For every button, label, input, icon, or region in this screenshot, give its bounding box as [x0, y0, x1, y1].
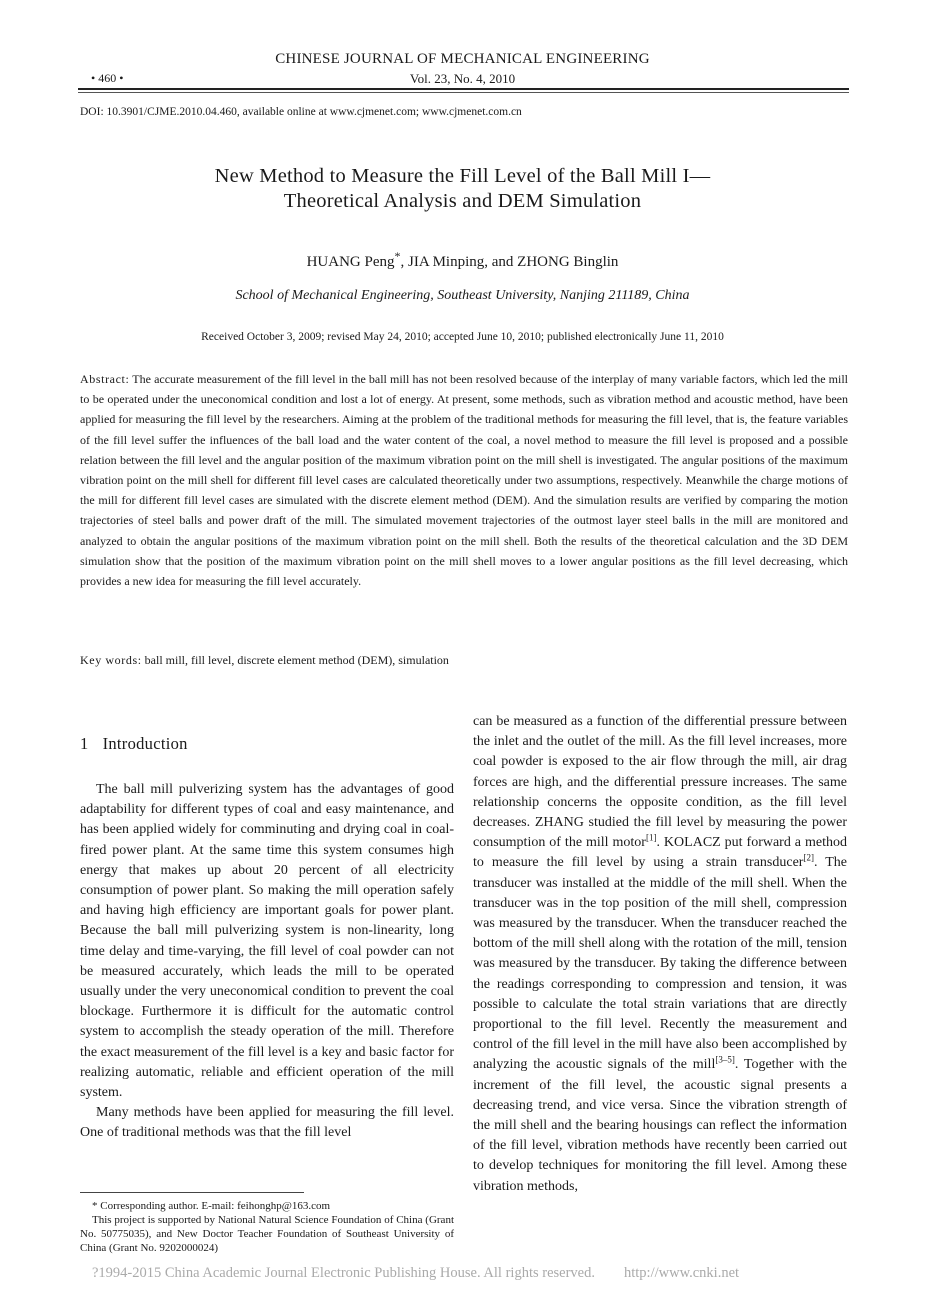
left-column [80, 780, 454, 1144]
right-column [473, 712, 847, 1197]
title-line-1: New Method to Measure the Fill Level of the Ball Mill I— [214, 165, 711, 187]
footnotes [80, 1199, 454, 1255]
page-number: • 460 • [91, 71, 124, 85]
keywords-text: ball mill, fill level, discrete element method (DEM), simulation [144, 653, 449, 667]
keywords [80, 653, 449, 668]
title-line-2: Theoretical Analysis and DEM Simulation [283, 190, 642, 212]
volume-info: Vol. 23, No. 4, 2010 [409, 71, 516, 86]
affiliation: School of Mechanical Engineering, Southeast University, Nanjing 211189, China [235, 288, 690, 303]
footnote-rule [80, 1192, 304, 1193]
author-first: HUANG Peng [306, 254, 395, 270]
text-run: . Together with the increment of the fill level, the acoustic signal presents a decreasing trend, and vice versa. Since the vibration strength of the mill shell and the bearing housings can reflect the information of the fill level, vibration methods have recently been carried out to develop techniques for monitoring the fill level. Among these vibration methods, [473, 1057, 848, 1194]
received-dates: Received October 3, 2009; revised May 24, 2010; accepted June 10, 2010; published electronically June 11, 2010 [201, 331, 724, 343]
corresponding-mark: * [394, 249, 401, 263]
watermark-link[interactable]: http://www.cnki.net [624, 1265, 740, 1281]
paragraph [473, 712, 847, 1197]
text-run: . KOLACZ put forward a method to measure the fill level by using a strain transducer [473, 835, 847, 871]
citation-ref: [1] [645, 832, 657, 843]
watermark-copyright: ?1994-2015 China Academic Journal Electronic Publishing House. All rights reserved. [92, 1265, 595, 1281]
footnote-corresponding: * Corresponding author. E-mail: feihonghp@163.com [92, 1200, 331, 1212]
header-rule [78, 88, 849, 90]
footnote-funding: This project is supported by National Natural Science Foundation of China (Grant No. 50775035), and New Doctor Teacher Foundation of Southeast University of China (Grant No. 9202000024) [80, 1214, 454, 1254]
paragraph: Many methods have been applied for measuring the fill level. One of traditional methods was that the fill level [80, 1105, 454, 1141]
journal-name: CHINESE JOURNAL OF MECHANICAL ENGINEERING [275, 51, 650, 67]
header-rule-thin [78, 92, 849, 93]
section-title: Introduction [102, 734, 188, 753]
citation-ref: [3–5] [715, 1054, 735, 1065]
author-rest: , JIA Minping, and ZHONG Binglin [400, 254, 619, 270]
author-list [0, 249, 925, 271]
citation-ref: [2] [803, 852, 814, 863]
abstract-label: Abstract: [80, 372, 130, 386]
section-heading [80, 734, 188, 754]
abstract-text: The accurate measurement of the fill level in the ball mill has not been resolved because of the interplay of many variable factors, which led the mill to be operated under the uneconomical condition and lost a lot of energy. At present, some methods, such as vibration method and acoustic method, have been applied for measuring the fill level by the researchers. Aiming at the problem of the traditional methods for measuring the fill level, that is, the feature variables of the fill level suffer the influences of the ball load and the water content of the coal, a novel method to measure the fill level is proposed and a possible relation between the fill level and the angular position of the maximum vibration point on the mill shell is investigated. The angular positions of the maximum vibration point on the mill shell for different fill level cases are calculated theoretically under two assumptions, respectively. Meanwhile the charge motions of the mill for different fill level cases are simulated with the discrete element method (DEM). And the simulation results are verified by comparing the motion trajectories of steel balls and power draft of the mill. The simulated movement trajectories of the outmost layer steel balls in the mill are monitored and analyzed to obtain the angular positions of the maximum vibration point on the mill shell. Both the results of the theoretical calculation and the 3D DEM simulation show that the position of the maximum vibration point on the mill shell moves to a lower angular positions as the fill level decreasing, which provides a new idea for measuring the fill level accurately. [80, 372, 848, 589]
abstract [80, 369, 848, 591]
paper-title [0, 164, 925, 214]
text-run: . The transducer was installed at the middle of the mill shell. When the transducer was in the top position of the mill shell, compression was measured by the transducer. When the transducer reached the bottom of the mill shell along with the rotation of the mill, tension was measured by the transducer. By taking the difference between the readings corresponding to compression and tension, it was possible to calculate the total strain variations that are directly proportional to the fill level. Recently the measurement and control of the fill level in the mill have also been accomplished by analyzing the acoustic signals of the mill [473, 855, 848, 1073]
doi-line: DOI: 10.3901/CJME.2010.04.460, available online at www.cjmenet.com; www.cjmenet.com.cn [80, 106, 522, 118]
text-run: can be measured as a function of the differential pressure between the inlet and the outlet of the mill. As the fill level increases, more coal powder is exposed to the air flow through the mill, air drag forces are high, and the differential pressure increases. The same relationship concerns the opposite condition, as the fill level decreases. ZHANG studied the fill level by measuring the power consumption of the mill motor [473, 714, 847, 851]
section-number: 1 [80, 734, 89, 753]
keywords-label: Key words: [80, 653, 142, 667]
paragraph: The ball mill pulverizing system has the advantages of good adaptability for different types of coal and easy maintenance, and has been applied widely for comminuting and drying coal in coal-fired power plant. At the same time this system consumes high energy that makes up about 20 percent of all electricity consumption of power plant. So making the mill operation safely and having high efficiency are important goals for power plant. Because the ball mill pulverizing system is non-linearity, long time delay and time-varying, the fill level of coal powder can not be measured accurately, which leads the mill to be operated usually under the very uneconomical condition to prevent the coal blockage. Furthermore it is difficult for the automatic control system to accomplish the steady operation of the mill. Therefore the exact measurement of the fill level is a key and basic factor for realizing automatic, reliable and efficient operation of the mill system. [80, 782, 454, 1101]
